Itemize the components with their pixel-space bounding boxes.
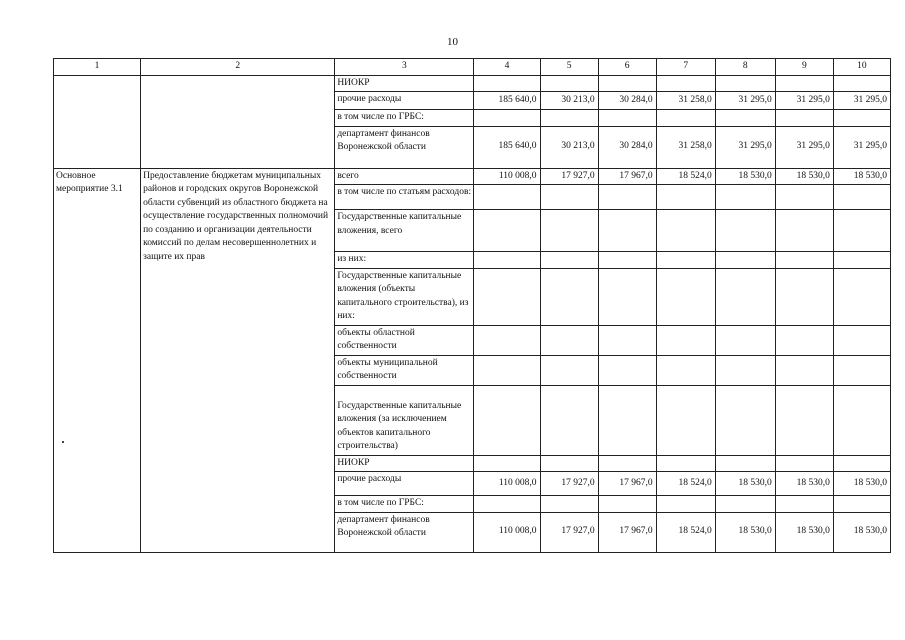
row-label: НИОКР [335, 75, 474, 92]
value-cell [474, 355, 540, 385]
value-cell [598, 75, 656, 92]
value-cell [474, 75, 540, 92]
value-cell: 185 640,0 [474, 92, 540, 110]
value-cell [540, 496, 598, 513]
row-label: департамент финансов Воронежской области [335, 126, 474, 168]
value-cell [598, 210, 656, 252]
value-cell [598, 385, 656, 455]
value-cell [656, 210, 715, 252]
value-cell [775, 75, 833, 92]
value-cell [598, 268, 656, 325]
header-cell: 3 [335, 59, 474, 76]
value-cell: 18 524,0 [656, 512, 715, 552]
value-cell [833, 325, 890, 355]
header-cell: 5 [540, 59, 598, 76]
value-cell: 18 524,0 [656, 472, 715, 496]
value-cell [540, 75, 598, 92]
value-cell [715, 496, 775, 513]
value-cell [833, 110, 890, 127]
value-cell [775, 385, 833, 455]
value-cell [656, 252, 715, 269]
value-cell [656, 496, 715, 513]
row-label: прочие расходы [335, 472, 474, 496]
value-cell [715, 75, 775, 92]
value-cell [540, 185, 598, 210]
header-cell: 9 [775, 59, 833, 76]
value-cell: 110 008,0 [474, 168, 540, 185]
row-label: НИОКР [335, 455, 474, 472]
value-cell: 18 530,0 [715, 512, 775, 552]
value-cell: 17 927,0 [540, 168, 598, 185]
row-label: департамент финансов Воронежской области [335, 512, 474, 552]
value-cell [474, 252, 540, 269]
value-cell: 110 008,0 [474, 472, 540, 496]
status-cell-empty [54, 75, 141, 168]
value-cell [715, 252, 775, 269]
value-cell [598, 185, 656, 210]
value-cell [474, 385, 540, 455]
header-cell: 8 [715, 59, 775, 76]
row-label: объекты областной собственности [335, 325, 474, 355]
value-cell [598, 496, 656, 513]
value-cell [656, 455, 715, 472]
value-cell: 17 927,0 [540, 472, 598, 496]
value-cell [715, 110, 775, 127]
value-cell [775, 455, 833, 472]
header-cell: 1 [54, 59, 141, 76]
value-cell [474, 185, 540, 210]
value-cell [715, 455, 775, 472]
value-cell [598, 455, 656, 472]
value-cell: 110 008,0 [474, 512, 540, 552]
value-cell [833, 185, 890, 210]
header-cell: 6 [598, 59, 656, 76]
row-label: в том числе по ГРБС: [335, 110, 474, 127]
row-label: из них: [335, 252, 474, 269]
value-cell [474, 325, 540, 355]
row-label: Государственные капитальные вложения (за исключением объектов капитального строительства) [335, 385, 474, 455]
value-cell: 18 530,0 [715, 472, 775, 496]
header-row [54, 59, 891, 76]
value-cell [833, 252, 890, 269]
header-cell: 2 [141, 59, 335, 76]
value-cell [775, 268, 833, 325]
value-cell: 17 967,0 [598, 472, 656, 496]
value-cell: 185 640,0 [474, 126, 540, 168]
value-cell: 17 967,0 [598, 512, 656, 552]
value-cell: 31 295,0 [775, 92, 833, 110]
value-cell [656, 185, 715, 210]
name-cell-empty [141, 75, 335, 168]
value-cell [775, 355, 833, 385]
value-cell [656, 268, 715, 325]
value-cell: 17 927,0 [540, 512, 598, 552]
value-cell [656, 75, 715, 92]
value-cell: 18 524,0 [656, 168, 715, 185]
value-cell [775, 110, 833, 127]
value-cell [474, 210, 540, 252]
value-cell: 17 967,0 [598, 168, 656, 185]
value-cell [540, 325, 598, 355]
value-cell [598, 110, 656, 127]
page-number: 10 [447, 36, 458, 48]
value-cell [540, 252, 598, 269]
value-cell [715, 268, 775, 325]
name-cell: Предоставление бюджетам муниципальных районов и городских округов Воронежской области субвенций из областного бюджета на осуществление государственных полномочий по созданию и организации деятельности комиссий по делам несовершеннолетних и защите их прав [141, 168, 335, 552]
value-cell: 18 530,0 [775, 472, 833, 496]
value-cell [715, 185, 775, 210]
row-label: Государственные капитальные вложения, всего [335, 210, 474, 252]
value-cell [540, 385, 598, 455]
value-cell [715, 210, 775, 252]
value-cell [656, 110, 715, 127]
value-cell [833, 268, 890, 325]
value-cell: 30 213,0 [540, 92, 598, 110]
value-cell [474, 268, 540, 325]
value-cell: 30 284,0 [598, 126, 656, 168]
value-cell: 30 213,0 [540, 126, 598, 168]
value-cell: 18 530,0 [833, 168, 890, 185]
value-cell [598, 252, 656, 269]
value-cell [775, 210, 833, 252]
value-cell [474, 455, 540, 472]
value-cell [474, 110, 540, 127]
value-cell: 31 295,0 [775, 126, 833, 168]
value-cell [656, 385, 715, 455]
row-label: прочие расходы [335, 92, 474, 110]
value-cell [833, 455, 890, 472]
table-row [54, 168, 891, 185]
value-cell: 31 258,0 [656, 92, 715, 110]
value-cell [715, 325, 775, 355]
header-cell: 7 [656, 59, 715, 76]
table-row [54, 75, 891, 92]
value-cell [540, 210, 598, 252]
row-label: объекты муниципальной собственности [335, 355, 474, 385]
row-label: в том числе по ГРБС: [335, 496, 474, 513]
value-cell [833, 385, 890, 455]
row-label: всего [335, 168, 474, 185]
value-cell [833, 496, 890, 513]
value-cell [775, 252, 833, 269]
row-label: в том числе по статьям расходов: [335, 185, 474, 210]
row-label: Государственные капитальные вложения (объекты капитального строительства), из них: [335, 268, 474, 325]
value-cell: 18 530,0 [715, 168, 775, 185]
value-cell [833, 75, 890, 92]
budget-table [53, 58, 891, 553]
value-cell: 18 530,0 [833, 512, 890, 552]
value-cell: 18 530,0 [833, 472, 890, 496]
value-cell [715, 355, 775, 385]
header-cell: 4 [474, 59, 540, 76]
value-cell: 18 530,0 [775, 512, 833, 552]
value-cell [775, 496, 833, 513]
value-cell [598, 325, 656, 355]
value-cell: 31 295,0 [715, 126, 775, 168]
value-cell [540, 355, 598, 385]
scan-dot [62, 441, 64, 443]
value-cell [656, 325, 715, 355]
value-cell [833, 210, 890, 252]
value-cell [474, 496, 540, 513]
value-cell: 31 295,0 [833, 92, 890, 110]
value-cell [598, 355, 656, 385]
value-cell: 31 295,0 [715, 92, 775, 110]
value-cell [775, 185, 833, 210]
value-cell: 31 258,0 [656, 126, 715, 168]
value-cell [656, 355, 715, 385]
value-cell [540, 110, 598, 127]
value-cell [833, 355, 890, 385]
header-cell: 10 [833, 59, 890, 76]
value-cell: 18 530,0 [775, 168, 833, 185]
status-cell: Основное мероприятие 3.1 [54, 168, 141, 552]
value-cell: 31 295,0 [833, 126, 890, 168]
value-cell [540, 268, 598, 325]
value-cell [540, 455, 598, 472]
value-cell [715, 385, 775, 455]
value-cell: 30 284,0 [598, 92, 656, 110]
value-cell [775, 325, 833, 355]
